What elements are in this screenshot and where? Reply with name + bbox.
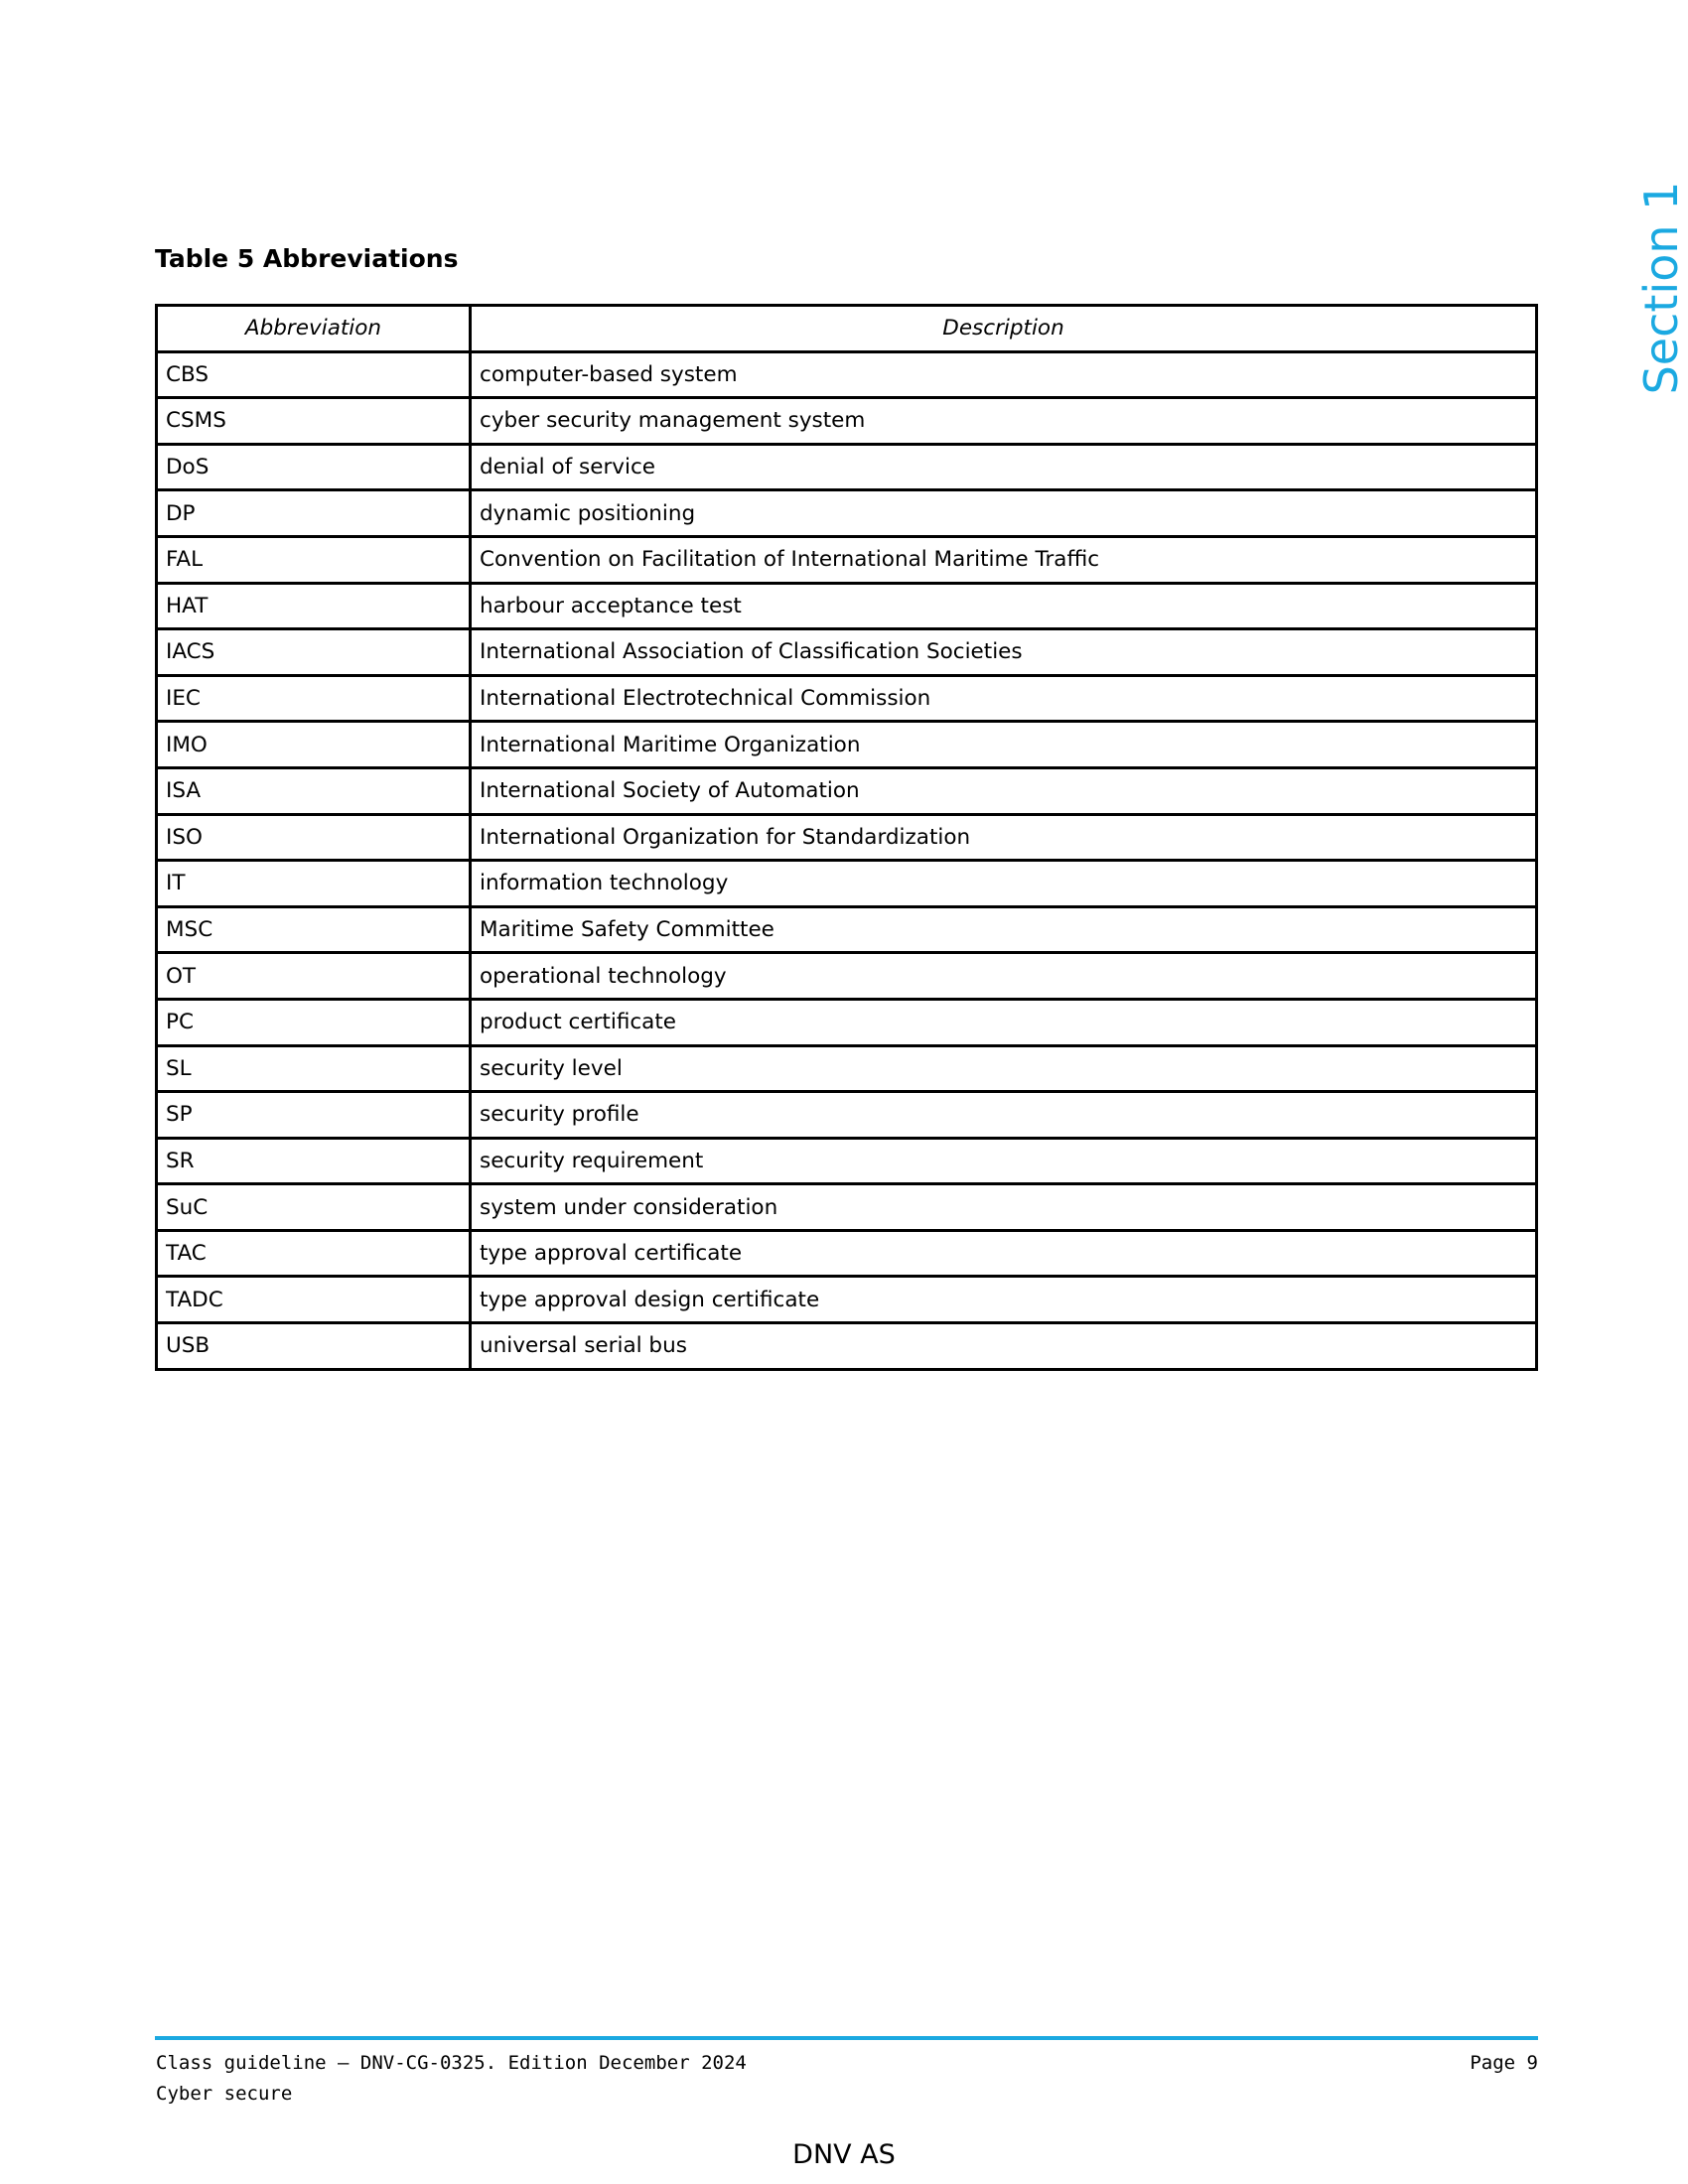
table-row (157, 1138, 1537, 1184)
abbreviation-cell: SuC (157, 1184, 471, 1231)
description-cell: harbour acceptance test (471, 583, 1537, 629)
footer-document-line: Class guideline — DNV-CG-0325. Edition December 2024 (156, 2052, 747, 2074)
description-cell: type approval design certificate (471, 1277, 1537, 1323)
table-row (157, 398, 1537, 445)
table-row (157, 767, 1537, 814)
description-cell: operational technology (471, 953, 1537, 1000)
abbreviation-cell: IT (157, 861, 471, 907)
description-cell: International Maritime Organization (471, 722, 1537, 768)
description-cell: cyber security management system (471, 398, 1537, 445)
table-row (157, 629, 1537, 676)
abbreviation-cell: CSMS (157, 398, 471, 445)
abbreviation-cell: TAC (157, 1230, 471, 1277)
table-row (157, 536, 1537, 583)
description-cell: security level (471, 1045, 1537, 1092)
description-cell: security requirement (471, 1138, 1537, 1184)
company-name: DNV AS (792, 2139, 896, 2170)
abbreviation-cell: OT (157, 953, 471, 1000)
table-row (157, 1045, 1537, 1092)
abbreviation-cell: FAL (157, 536, 471, 583)
description-cell: Maritime Safety Committee (471, 906, 1537, 953)
footer-divider (155, 2036, 1538, 2040)
table-row (157, 953, 1537, 1000)
abbreviation-cell: HAT (157, 583, 471, 629)
abbreviation-cell: SR (157, 1138, 471, 1184)
description-cell: Convention on Facilitation of International Maritime Traffic (471, 536, 1537, 583)
table-row (157, 444, 1537, 490)
abbreviation-cell: USB (157, 1323, 471, 1370)
abbreviation-cell: IMO (157, 722, 471, 768)
description-cell: product certificate (471, 999, 1537, 1045)
column-header-description: Description (471, 306, 1537, 352)
table-row (157, 1277, 1537, 1323)
description-cell: security profile (471, 1092, 1537, 1139)
table-row (157, 1230, 1537, 1277)
abbreviation-cell: PC (157, 999, 471, 1045)
abbreviation-cell: ISO (157, 814, 471, 861)
table-row (157, 490, 1537, 537)
table-row (157, 1184, 1537, 1231)
abbreviation-cell: DoS (157, 444, 471, 490)
abbreviation-cell: SL (157, 1045, 471, 1092)
table-row (157, 583, 1537, 629)
table-row (157, 906, 1537, 953)
description-cell: International Association of Classification Societies (471, 629, 1537, 676)
abbreviation-cell: MSC (157, 906, 471, 953)
description-cell: computer-based system (471, 351, 1537, 398)
abbreviation-cell: TADC (157, 1277, 471, 1323)
table-row (157, 999, 1537, 1045)
table-header-row (157, 306, 1537, 352)
page-number: Page 9 (1470, 2052, 1538, 2074)
description-cell: system under consideration (471, 1184, 1537, 1231)
abbreviation-cell: IEC (157, 675, 471, 722)
table-body (157, 351, 1537, 1369)
abbreviation-cell: IACS (157, 629, 471, 676)
description-cell: dynamic positioning (471, 490, 1537, 537)
description-cell: type approval certificate (471, 1230, 1537, 1277)
description-cell: universal serial bus (471, 1323, 1537, 1370)
table-row (157, 1092, 1537, 1139)
section-label: Section 1 (1634, 181, 1688, 395)
table-row (157, 675, 1537, 722)
abbreviation-cell: SP (157, 1092, 471, 1139)
table-title: Table 5 Abbreviations (155, 244, 459, 273)
description-cell: International Electrotechnical Commission (471, 675, 1537, 722)
abbreviations-table (155, 304, 1538, 1371)
abbreviation-cell: DP (157, 490, 471, 537)
footer-left (156, 2048, 747, 2110)
column-header-abbreviation: Abbreviation (157, 306, 471, 352)
description-cell: International Society of Automation (471, 767, 1537, 814)
footer-subtitle: Cyber secure (156, 2083, 293, 2105)
table-row (157, 722, 1537, 768)
table-row (157, 814, 1537, 861)
abbreviation-cell: CBS (157, 351, 471, 398)
table-row (157, 1323, 1537, 1370)
abbreviation-cell: ISA (157, 767, 471, 814)
description-cell: denial of service (471, 444, 1537, 490)
table-row (157, 351, 1537, 398)
description-cell: information technology (471, 861, 1537, 907)
description-cell: International Organization for Standardization (471, 814, 1537, 861)
table-row (157, 861, 1537, 907)
